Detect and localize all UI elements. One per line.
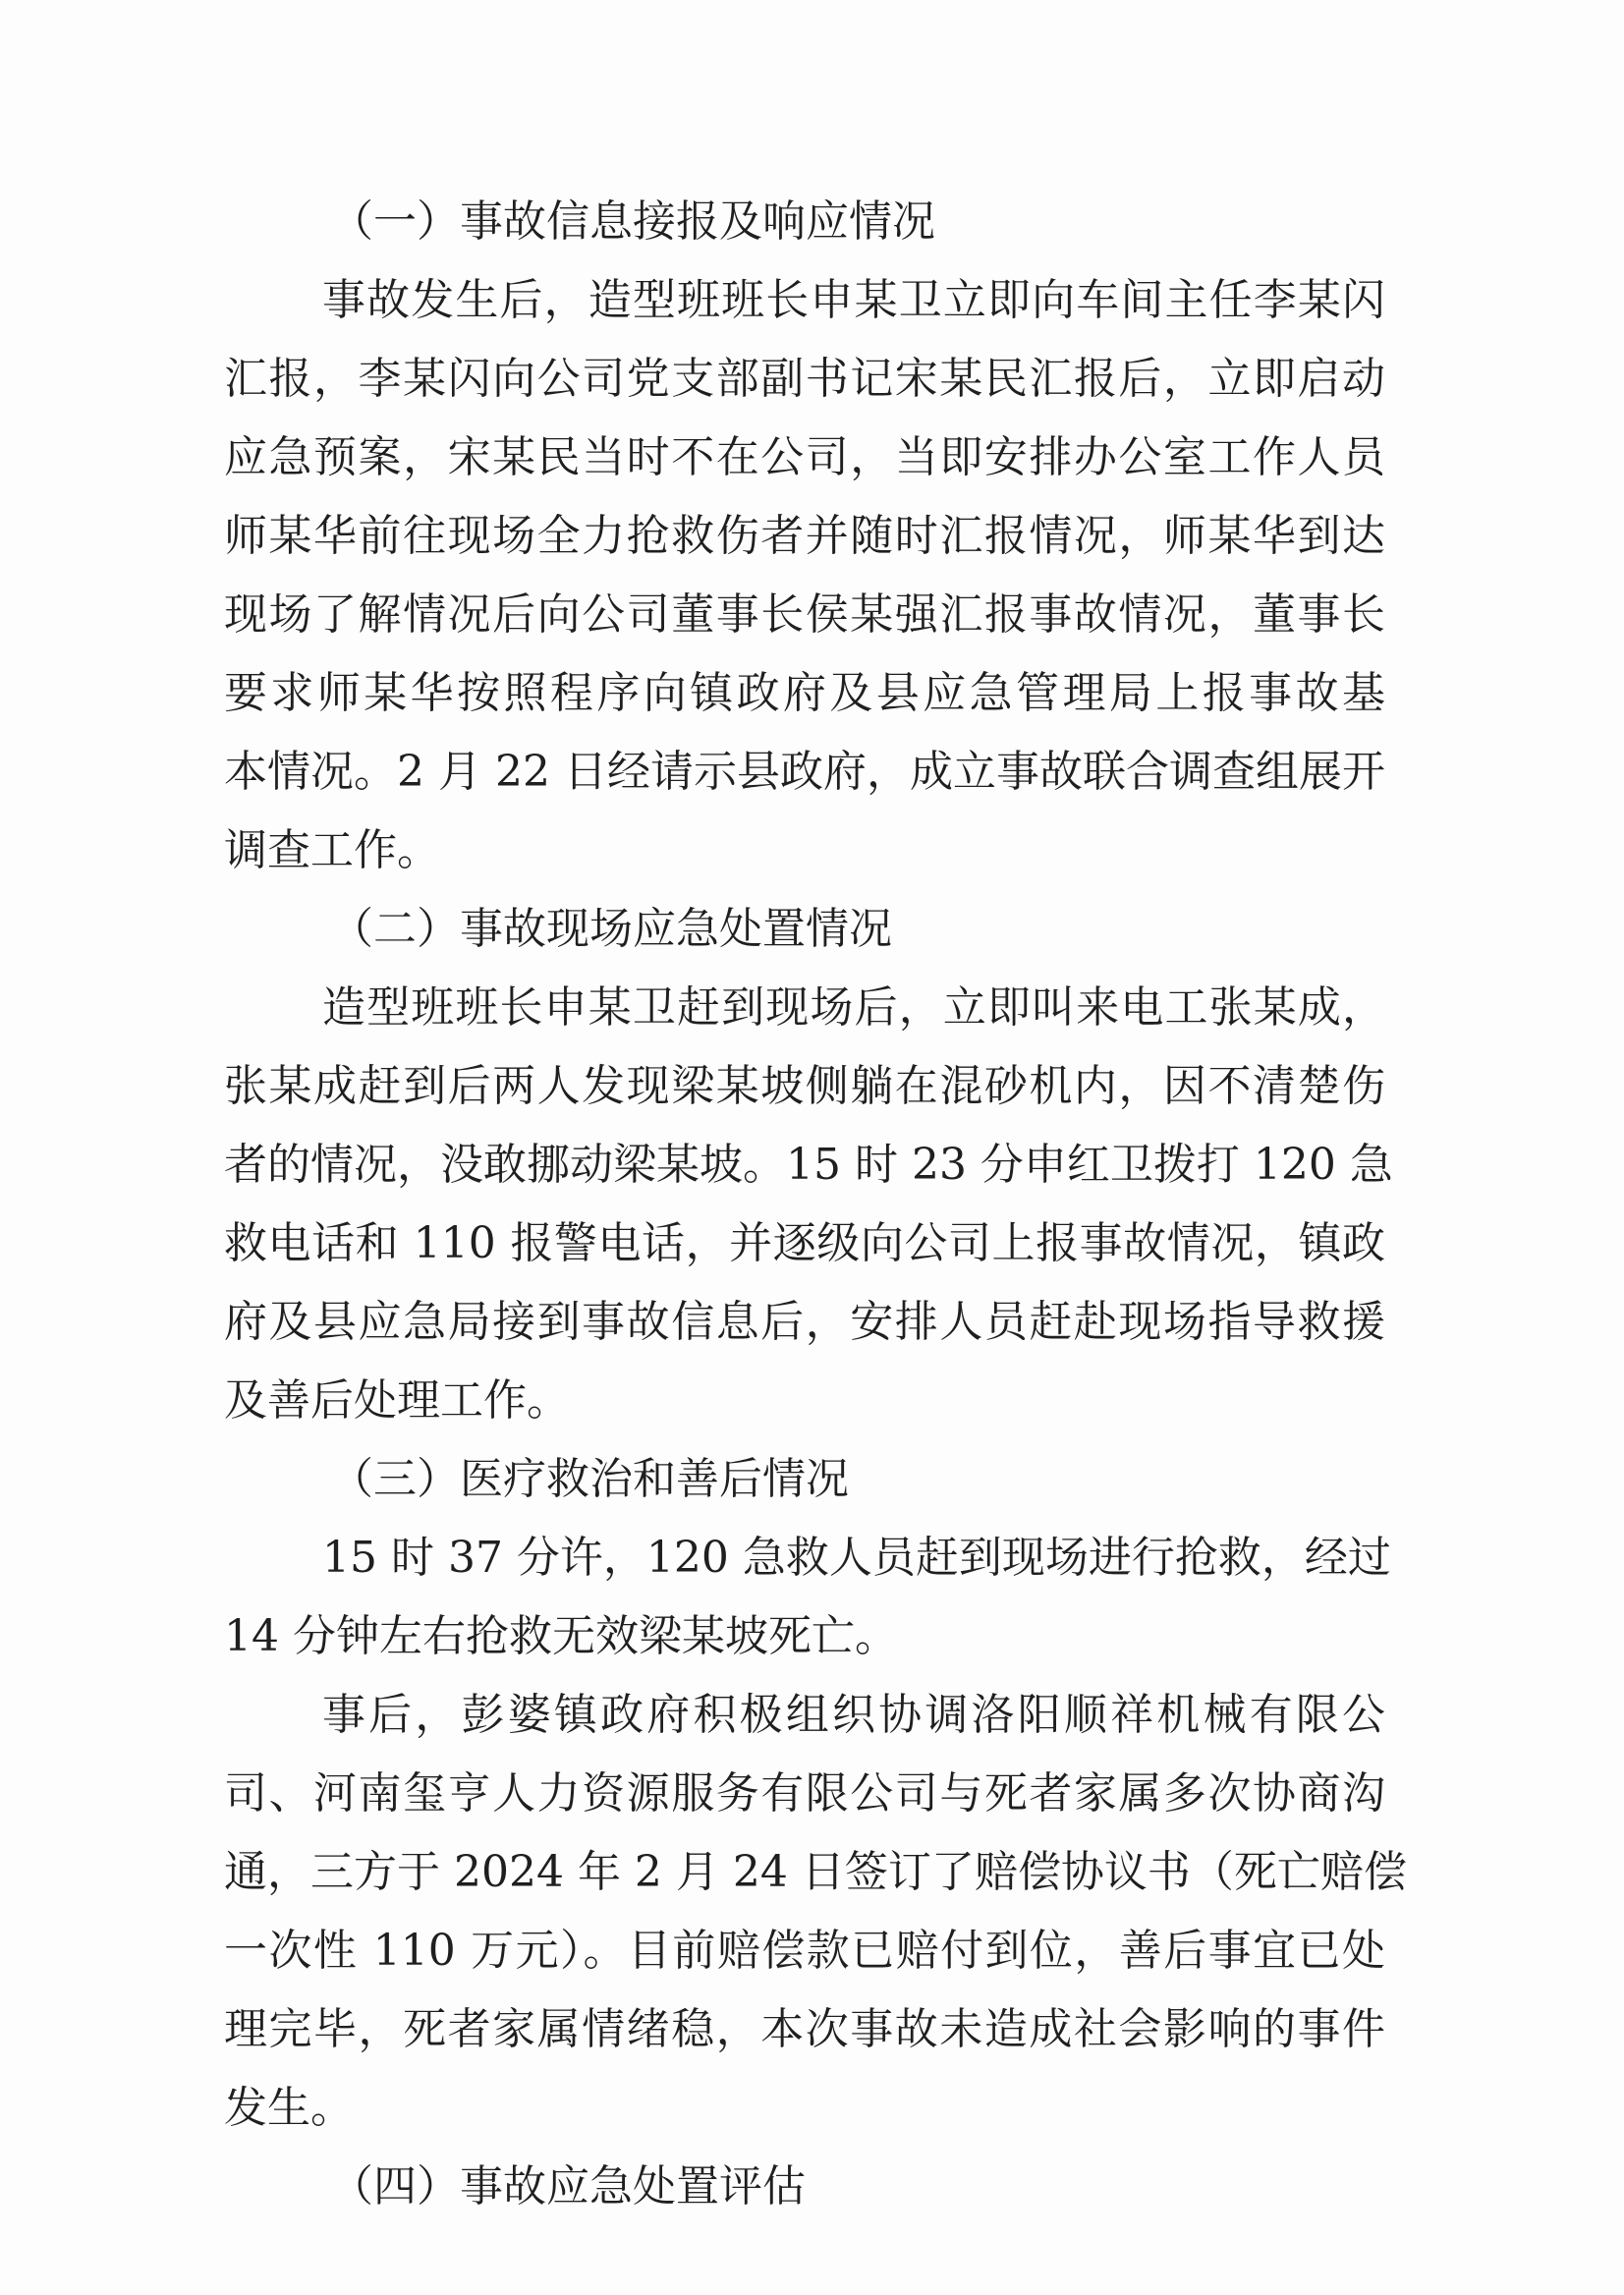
section-heading-4: （四）事故应急处置评估 — [330, 2161, 806, 2211]
paragraph-line: 14 分钟左右抢救无效梁某坡死亡。 — [224, 1611, 898, 1661]
paragraph-line: 司、河南玺亨人力资源服务有限公司与死者家属多次协商沟 — [224, 1768, 1385, 1819]
paragraph-line: 造型班班长申某卫赶到现场后，立即叫来电工张某成， — [322, 982, 1385, 1033]
paragraph-line: 要求师某华按照程序向镇政府及县应急管理局上报事故基 — [224, 668, 1385, 718]
paragraph-line: 汇报，李某闪向公司党支部副书记宋某民汇报后，立即启动 — [224, 354, 1385, 404]
paragraph-line: 事故发生后，造型班班长申某卫立即向车间主任李某闪 — [322, 275, 1385, 325]
paragraph-line: 及善后处理工作。 — [224, 1375, 570, 1426]
section-heading-3: （三）医疗救治和善后情况 — [330, 1454, 849, 1504]
paragraph-line: 现场了解情况后向公司董事长侯某强汇报事故情况，董事长 — [224, 589, 1385, 640]
paragraph-line: 者的情况，没敢挪动梁某坡。15 时 23 分申红卫拨打 120 急 — [224, 1140, 1393, 1190]
section-heading-1: （一）事故信息接报及响应情况 — [330, 196, 935, 247]
paragraph-line: 本情况。2 月 22 日经请示县政府，成立事故联合调查组展开 — [224, 747, 1385, 797]
paragraph-line: 调查工作。 — [224, 825, 440, 875]
section-heading-2: （二）事故现场应急处置情况 — [330, 904, 892, 954]
paragraph-line: 通，三方于 2024 年 2 月 24 日签订了赔偿协议书（死亡赔偿 — [224, 1847, 1407, 1897]
paragraph-line: 理完毕，死者家属情绪稳，本次事故未造成社会影响的事件 — [224, 2004, 1385, 2054]
document-body — [224, 183, 1407, 2226]
paragraph-line: 一次性 110 万元）。目前赔偿款已赔付到位，善后事宜已处 — [224, 1926, 1385, 1976]
paragraph-line: 发生。 — [224, 2083, 354, 2133]
paragraph-line: 15 时 37 分许，120 急救人员赶到现场进行抢救，经过 — [322, 1533, 1391, 1583]
paragraph-line: 应急预案，宋某民当时不在公司，当即安排办公室工作人员 — [224, 432, 1385, 482]
paragraph-line: 张某成赶到后两人发现梁某坡侧躺在混砂机内，因不清楚伤 — [224, 1061, 1385, 1111]
paragraph-line: 府及县应急局接到事故信息后，安排人员赶赴现场指导救援 — [224, 1297, 1385, 1347]
paragraph-line: 事后，彭婆镇政府积极组织协调洛阳顺祥机械有限公 — [322, 1690, 1385, 1740]
paragraph-line: 救电话和 110 报警电话，并逐级向公司上报事故情况，镇政 — [224, 1218, 1385, 1268]
paragraph-line: 师某华前往现场全力抢救伤者并随时汇报情况，师某华到达 — [224, 511, 1385, 561]
